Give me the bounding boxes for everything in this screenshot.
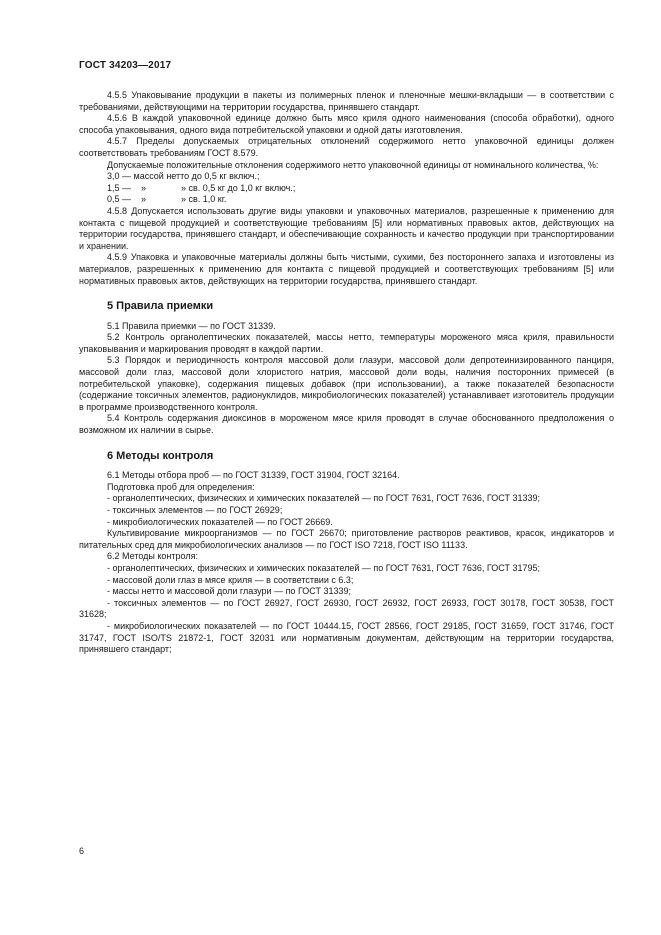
list-item: - токсичных элементов — по ГОСТ 26929; [107, 505, 283, 515]
list-item: - микробиологических показателей — по ГОСТ 10444.15, ГОСТ 28566, ГОСТ 29185, ГОСТ 31659, ГОСТ 31746, ГОСТ 31747, ГОСТ ISO/TS 21872-1, ГОСТ 32031 или нормативным документам, действующим на территории государства, принявшего стандарт; [79, 620, 614, 655]
tolerance-row [79, 171, 614, 183]
paragraph-5-1: 5.1 Правила приемки — по ГОСТ 31339. [107, 320, 276, 331]
tolerance-range: » св. 0,5 кг до 1,0 кг включ.; [181, 182, 296, 193]
tolerance-range: » св. 1,0 кг. [181, 194, 227, 205]
tolerance-row [79, 194, 614, 206]
paragraph-4-5-9: 4.5.9 Упаковка и упаковочные материалы должны быть чистыми, сухими, без постороннего запаха и изготовлены из материалов, разрешенных к применению для контакта с пищевой продукцией и соответствующих требованиям [5] или нормативных правовых актов, действующих на территории государства, принявшего стандарт. [79, 252, 614, 286]
paragraph-5-2: 5.2 Контроль органолептических показателей, массы нетто, температуры мороженого мяса криля, правильности упаковывания и маркирования проводят в каждой партии. [79, 332, 614, 354]
list-item: - массовой доли глаз в мясе криля — в соответствии с 6.3; [107, 574, 354, 585]
tolerance-value: 0,5 — [107, 194, 132, 205]
paragraph-4-5-6: 4.5.6 В каждой упаковочной единице должно быть мясо криля одного наименования (способа обработки), одного способа упаковывания, одного вида потребительской упаковки и одной даты изготовления. [79, 113, 614, 135]
section-5-heading: 5 Правила приемки [107, 300, 214, 313]
document-code: ГОСТ 34203—2017 [79, 60, 172, 71]
paragraph-4-5-5: 4.5.5 Упаковывание продукции в пакеты из полимерных пленок и пленочные мешки-вкладыши — в соответствии с требованиями, действующими на территории государства, принявшего стандарт. [79, 90, 614, 112]
list-item: - органолептических, физических и химических показателей — по ГОСТ 7631, ГОСТ 7636, ГОСТ 31339; [107, 493, 541, 504]
paragraph-tolerance-intro: Допускаемые положительные отклонения содержимого нетто упаковочной единицы от номинального количества, %: [107, 159, 599, 170]
paragraph-5-4: 5.4 Контроль содержания диоксинов в мороженом мясе криля проводят в случае обоснованного предположения о возможном их наличии в сырье. [79, 413, 614, 436]
list-item: - микробиологических показателей — по ГОСТ 26669. [107, 516, 333, 527]
tolerance-value: 1,5 — [107, 182, 132, 193]
tolerance-row [79, 183, 614, 195]
paragraph-4-5-8: 4.5.8 Допускается использовать другие виды упаковки и упаковочных материалов, разрешенные к применению для контакта с пищевой продукцией и соответствующие требованиям [5] или нормативных правовых актов, действующих на территории государства, принявшего стандарт, и обеспечивающие сохранность и качество продукции при транспортировании и хранении. [79, 205, 614, 251]
paragraph-6-1: 6.1 Методы отбора проб — по ГОСТ 31339, ГОСТ 31904, ГОСТ 32164. [107, 470, 400, 481]
paragraph-sample-prep: Подготовка проб для определения: [107, 481, 255, 492]
page-number: 6 [79, 846, 85, 856]
paragraph-cultivation: Культивирование микроорганизмов — по ГОСТ 26670; приготовление растворов реактивов, красок, индикаторов и питательных сред для микробиологических анализов — по ГОСТ ISO 7218, ГОСТ ISO 11133. [79, 528, 614, 550]
list-item: - массы нетто и массовой доли глазури — по ГОСТ 31339; [107, 586, 352, 597]
document-body [79, 90, 614, 656]
paragraph-5-3: 5.3 Порядок и периодичность контроля массовой доли глазури, массовой доли депротеинизированного панциря, массовой доли глаз, массовой доли хлористого натрия, массовой доли воды, наличия посторонних примесей (в потребительской упаковке), содержания пищевых добавок (при использовании), а также показателей безопасности (содержание токсичных элементов, радионуклидов, микробиологических показателей) устанавливает изготовитель продукции в программе производственного контроля. [79, 355, 614, 412]
ditto-mark: » [141, 194, 147, 205]
list-item: - токсичных элементов — по ГОСТ 26927, ГОСТ 26930, ГОСТ 26932, ГОСТ 26933, ГОСТ 30178, ГОСТ 30538, ГОСТ 31628; [79, 597, 614, 620]
section-6-heading: 6 Методы контроля [107, 449, 214, 462]
ditto-mark: » [141, 182, 147, 193]
paragraph-6-2: 6.2 Методы контроля: [107, 551, 198, 562]
paragraph-4-5-7: 4.5.7 Пределы допускаемых отрицательных отклонений содержимого нетто упаковочной единицы должен соответствовать требованиям ГОСТ 8.579. [79, 136, 614, 158]
tolerance-value: 3,0 — массой нетто до 0,5 кг включ.; [107, 171, 260, 182]
list-item: - органолептических, физических и химических показателей — по ГОСТ 7631, ГОСТ 7636, ГОСТ 31795; [107, 562, 541, 573]
